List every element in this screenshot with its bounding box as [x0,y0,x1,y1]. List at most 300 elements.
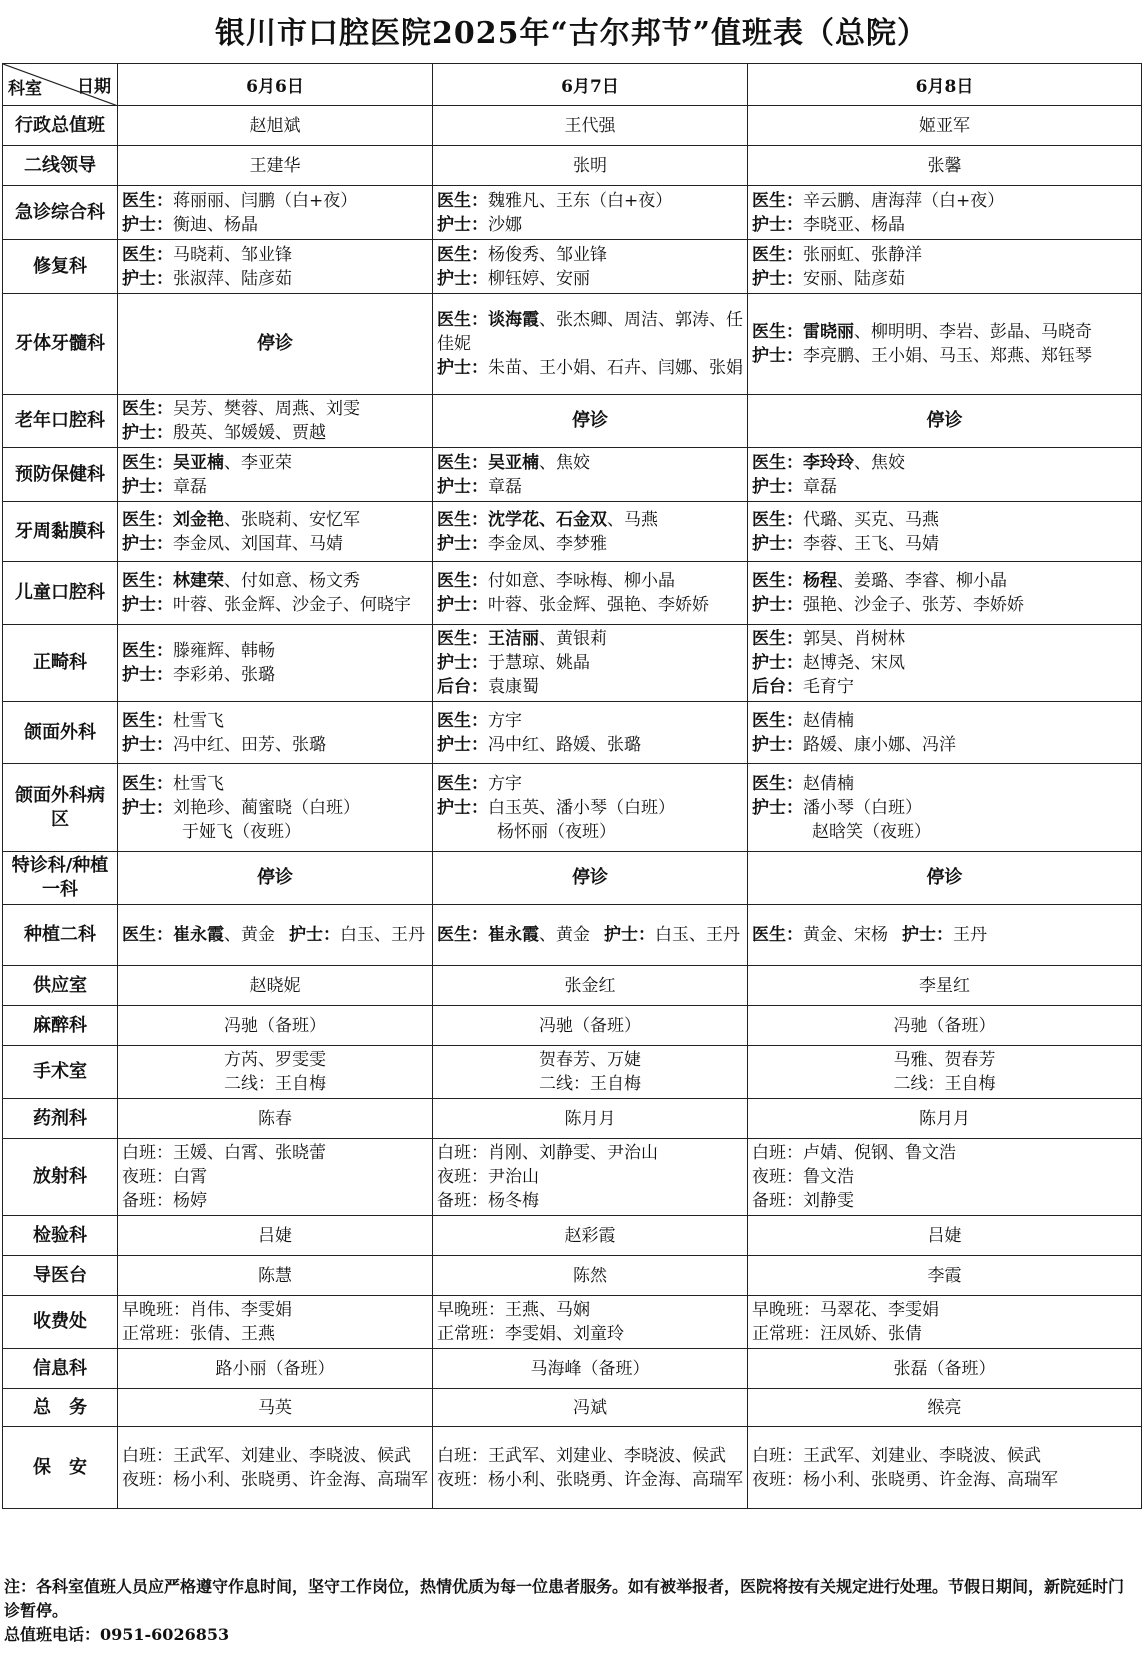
table-row [3,294,1142,395]
table-row [3,448,1142,502]
duty-cell [748,764,1142,852]
duty-cell: 陈月月 [748,1099,1142,1139]
nurse-line [437,267,743,291]
doctor-label: 医生： [122,641,173,661]
doctor-label: 医生： [122,925,173,945]
nurse-line [122,421,428,445]
dept-name: 信息科 [3,1349,118,1389]
nurse-line [437,356,743,380]
table-row [3,562,1142,625]
table-row [3,1099,1142,1139]
doctor-names: 、柳明明、李岩、彭晶、马晓奇 [854,322,1092,342]
cell-line: 备班：杨婷 [122,1191,207,1211]
dept-name: 检验科 [3,1216,118,1256]
nurse-label: 护士： [122,268,173,289]
nurse-line [437,593,743,617]
nurse-line [752,651,1137,675]
nurse-line [437,651,743,675]
nurse-label: 护士： [752,595,803,615]
doctor-line [122,639,428,663]
cell-line: 正常班：张倩、王燕 [122,1324,275,1344]
nurse-label: 护士： [752,214,803,235]
notes [4,1575,1139,1647]
table-row [3,106,1142,146]
cell-line: 夜班：杨小利、张晓勇、许金海、高瑞军 [752,1469,1058,1490]
doctor-label: 医生： [752,452,803,473]
doctor-names: 、付如意、杨文秀 [224,571,360,591]
nurse-line [437,796,743,820]
nurse-line [752,267,1137,291]
cell-line: 夜班：鲁文浩 [752,1167,854,1187]
dept-name: 正畸科 [3,625,118,702]
nurse-label: 护士： [752,346,803,366]
nurse-line [752,796,1137,820]
duty-cell [118,1427,433,1509]
nurse-line [752,593,1137,617]
nurse-line [437,213,743,237]
nurse-names: 沙娜 [488,214,522,235]
dept-name: 牙周黏膜科 [3,502,118,562]
nurse-label: 护士： [752,476,803,497]
duty-cell: 冯驰（备班） [748,1006,1142,1046]
cell-line: 夜班：尹治山 [437,1167,539,1187]
date-header: 6月6日 [118,64,433,106]
nurse-label: 护士： [437,653,488,673]
doctor-label: 医生： [437,310,488,330]
doctor-label: 医生： [122,190,173,211]
cell-line: 正常班：汪凤娇、张倩 [752,1324,922,1344]
hotline-text: 总值班电话：0951-6026853 [4,1625,230,1644]
stop-cell: 停诊 [748,852,1142,905]
duty-cell [433,1139,748,1216]
nurse-names: 殷英、邹媛媛、贾越 [173,423,326,443]
table-row [3,1349,1142,1389]
duty-cell [118,702,433,764]
duty-cell [748,562,1142,625]
nurse-names: 朱苗、王小娟、石卉、闫娜、张娟 [488,358,743,378]
duty-cell [433,294,748,395]
nurse-label: 护士： [437,595,488,615]
nurse-label: 护士： [289,925,340,945]
duty-cell: 赵旭斌 [118,106,433,146]
doctor-names: 、李亚荣 [224,452,292,473]
duty-cell [433,905,748,966]
nurse-names: 章磊 [173,476,207,497]
dept-name: 预防保健科 [3,448,118,502]
duty-cell [118,1046,433,1099]
backstage-names: 袁康蜀 [488,677,539,697]
dept-label: 科室 [8,79,42,99]
lead-doctor: 王洁丽 [488,629,539,649]
doctor-names: 滕雍辉、韩畅 [173,641,275,661]
duty-cell [118,1296,433,1349]
dept-name: 药剂科 [3,1099,118,1139]
doctor-names: 、马燕 [607,509,658,530]
duty-cell [433,1427,748,1509]
duty-cell: 冯斌 [433,1389,748,1427]
stop-cell: 停诊 [433,852,748,905]
duty-cell [118,562,433,625]
duty-cell: 吕婕 [118,1216,433,1256]
date-label: 日期 [77,77,111,97]
nurse-names: 柳钰婷、安丽 [488,268,590,289]
lead-doctor: 崔永霞 [173,925,224,945]
duty-cell: 王代强 [433,106,748,146]
nurse-line [752,733,1137,757]
duty-cell: 赵彩霞 [433,1216,748,1256]
cell-line: 白班：王媛、白霄、张晓蕾 [122,1143,326,1163]
lead-doctor: 吴亚楠 [488,452,539,473]
doctor-line [752,709,1137,733]
doctor-line [752,243,1137,267]
table-row [3,240,1142,294]
dept-name: 供应室 [3,966,118,1006]
dept-name: 颌面外科 [3,702,118,764]
nurse-names: 李彩弟、张璐 [173,665,275,685]
table-row [3,1216,1142,1256]
doctor-label: 医生： [437,244,488,265]
dept-name: 老年口腔科 [3,395,118,448]
cell-line: 白班：卢婧、倪钢、鲁文浩 [752,1143,956,1163]
dept-name: 种植二科 [3,905,118,966]
doctor-line [437,508,743,532]
nurse-line [752,532,1137,556]
dept-name: 修复科 [3,240,118,294]
duty-cell: 冯驰（备班） [433,1006,748,1046]
doctor-line [122,451,428,475]
duty-cell [433,502,748,562]
nurse-names: 王丹 [953,925,987,945]
doctor-label: 医生： [122,773,173,794]
nurse-line [122,733,428,757]
table-row [3,966,1142,1006]
duty-cell: 陈月月 [433,1099,748,1139]
duty-cell: 张馨 [748,146,1142,186]
lead-doctor: 谈海霞 [488,310,539,330]
dept-name: 二线领导 [3,146,118,186]
doctor-names: 付如意、李咏梅、柳小晶 [488,571,675,591]
nurse-names: 于慧琼、姚晶 [488,653,590,673]
doctor-line [437,772,743,796]
dept-name: 导医台 [3,1256,118,1296]
nurse-label: 护士： [604,925,655,945]
doctor-names: 方宇 [488,773,522,794]
doctor-label: 医生： [437,190,488,211]
doctor-line [437,243,743,267]
duty-cell [433,702,748,764]
nurse-names: 李亮鹏、王小娟、马玉、郑燕、郑钰琴 [803,346,1092,366]
nurse-names: 李金凤、李梦雅 [488,533,607,554]
nurse-names: 刘艳珍、蔺蜜晓（白班） [173,797,360,818]
duty-cell [118,1139,433,1216]
duty-cell [748,294,1142,395]
doctor-line [437,189,743,213]
duty-cell: 张明 [433,146,748,186]
doctor-label: 医生： [437,452,488,473]
dept-name: 牙体牙髓科 [3,294,118,395]
duty-cell: 陈慧 [118,1256,433,1296]
duty-cell: 王建华 [118,146,433,186]
table-row [3,146,1142,186]
doctor-label: 医生： [752,571,803,591]
doctor-names: 魏雅凡、王东（白+夜） [488,190,673,211]
duty-cell: 张金红 [433,966,748,1006]
duty-cell [433,186,748,240]
stop-cell: 停诊 [433,395,748,448]
duty-cell [118,240,433,294]
duty-cell [748,1296,1142,1349]
nurse-label: 护士： [437,268,488,289]
doctor-line [122,569,428,593]
duty-cell [748,905,1142,966]
doctor-names: 、黄金 [539,925,590,945]
nurse-label: 护士： [437,797,488,818]
duty-cell: 姬亚军 [748,106,1142,146]
nurse-label: 护士： [122,214,173,235]
doctor-label: 医生： [437,925,488,945]
nurse-label: 护士： [122,595,173,615]
duty-cell [118,905,433,966]
doctor-label: 医生： [437,773,488,794]
backstage-line [437,675,743,699]
doctor-names: 蒋丽丽、闫鹏（白+夜） [173,190,358,211]
dept-name: 保 安 [3,1427,118,1509]
doctor-line [122,923,428,947]
duty-cell [118,764,433,852]
doctor-line [752,451,1137,475]
doctor-label: 医生： [752,322,803,342]
lead-doctor: 李玲玲 [803,452,854,473]
cell-line: 白班：王武军、刘建业、李晓波、候武 [122,1445,411,1466]
nurse-names: 白玉英、潘小琴（白班） [488,797,675,818]
doctor-label: 医生： [122,244,173,265]
nurse-names: 李晓亚、杨晶 [803,214,905,235]
duty-cell [433,1296,748,1349]
nurse-label: 护士： [752,797,803,818]
cell-line: 早晚班：肖伟、李雯娟 [122,1300,292,1320]
doctor-names: 郭昊、肖树林 [803,629,905,649]
header-corner-cell [3,64,118,106]
doctor-label: 医生： [752,509,803,530]
duty-cell: 李星红 [748,966,1142,1006]
nurse-label: 护士： [437,533,488,554]
doctor-label: 医生： [437,571,488,591]
duty-cell [748,448,1142,502]
nurse-label: 护士： [902,925,953,945]
nurse-names: 章磊 [803,476,837,497]
nurse-label: 护士： [752,268,803,289]
doctor-names: 马晓莉、邹业锋 [173,244,292,265]
dept-name: 儿童口腔科 [3,562,118,625]
duty-cell [118,448,433,502]
duty-cell [748,502,1142,562]
duty-cell: 赵晓妮 [118,966,433,1006]
dept-name: 行政总值班 [3,106,118,146]
lead-doctor: 崔永霞 [488,925,539,945]
doctor-names: 、黄银莉 [539,629,607,649]
duty-cell: 李霞 [748,1256,1142,1296]
stop-cell: 停诊 [118,294,433,395]
nurse-names: 冯中红、田芳、张璐 [173,734,326,755]
nurse-label: 护士： [122,665,173,685]
nurse-label: 护士： [752,653,803,673]
nurse-line [122,593,428,617]
doctor-names: 代璐、买克、马燕 [803,509,939,530]
cell-line: 备班：刘静雯 [752,1191,854,1211]
table-row [3,852,1142,905]
nurse-names: 张淑萍、陆彦茹 [173,268,292,289]
doctor-line [752,569,1137,593]
duty-table [2,63,1142,1509]
lead-doctor: 林建荣 [173,571,224,591]
doctor-line [437,569,743,593]
nurse-label: 护士： [437,358,488,378]
cell-line: 正常班：李雯娟、刘童玲 [437,1324,624,1344]
doctor-names: 杨俊秀、邹业锋 [488,244,607,265]
nurse-names: 李蓉、王飞、马婧 [803,533,939,554]
duty-cell: 吕婕 [748,1216,1142,1256]
cell-line: 夜班：白霄 [122,1167,207,1187]
nurse-line [437,733,743,757]
doctor-line [752,627,1137,651]
lead-doctor: 沈学花、石金双 [488,509,607,530]
duty-cell [748,186,1142,240]
doctor-line [752,508,1137,532]
doctor-names: 、焦姣 [539,452,590,473]
table-row [3,905,1142,966]
doctor-line [122,772,428,796]
table-row [3,702,1142,764]
page-title: 银川市口腔医院2025年“古尔邦节”值班表（总院） [214,16,928,51]
cell-line: 方芮、罗雯雯 [224,1050,326,1070]
doctor-label: 医生： [437,509,488,530]
nurse-line: 杨怀丽（夜班） [497,821,616,842]
nurse-line [437,475,743,499]
dept-name: 颌面外科病区 [3,764,118,852]
doctor-label: 医生： [437,629,488,649]
date-header: 6月7日 [433,64,748,106]
duty-cell: 路小丽（备班） [118,1349,433,1389]
duty-cell [748,240,1142,294]
header-row [3,64,1142,106]
cell-line: 白班：王武军、刘建业、李晓波、候武 [437,1445,726,1466]
nurse-line [122,532,428,556]
doctor-line [437,709,743,733]
doctor-line [122,243,428,267]
nurse-line [752,344,1137,368]
table-row [3,502,1142,562]
duty-cell [433,764,748,852]
nurse-names: 章磊 [488,476,522,497]
doctor-names: 方宇 [488,710,522,731]
nurse-label: 护士： [437,214,488,235]
doctor-line [122,397,428,421]
duty-cell [433,625,748,702]
duty-cell [118,395,433,448]
table-row [3,1006,1142,1046]
nurse-line [122,663,428,687]
doctor-names: 杜雪飞 [173,773,224,794]
table-row [3,186,1142,240]
backstage-line [752,675,1137,699]
table-row [3,1296,1142,1349]
duty-cell: 缑亮 [748,1389,1142,1427]
nurse-label: 护士： [752,533,803,554]
backstage-label: 后台： [437,677,488,697]
cell-line: 马雅、贺春芳 [893,1050,996,1070]
doctor-names: 赵倩楠 [803,710,854,731]
doctor-names: 辛云鹏、唐海萍（白+夜） [803,190,1005,211]
nurse-label: 护士： [122,734,173,755]
nurse-names: 衡迪、杨晶 [173,214,258,235]
nurse-names: 叶蓉、张金辉、强艳、李娇娇 [488,595,709,615]
table-row [3,1046,1142,1099]
duty-cell: 张磊（备班） [748,1349,1142,1389]
cell-line: 早晚班：马翠花、李雯娟 [752,1300,939,1320]
notice-text: 注：各科室值班人员应严格遵守作息时间，坚守工作岗位，热情优质为每一位患者服务。如有被举报者，医院将按有关规定进行处理。节假日期间，新院延时门诊暂停。 [4,1577,1125,1620]
duty-cell [748,702,1142,764]
dept-name: 急诊综合科 [3,186,118,240]
table-row [3,1389,1142,1427]
lead-doctor: 吴亚楠 [173,452,224,473]
nurse-label: 护士： [122,476,173,497]
doctor-line [122,508,428,532]
duty-cell [433,240,748,294]
doctor-names: 张丽虹、张静洋 [803,244,922,265]
duty-cell [118,502,433,562]
doctor-line [122,709,428,733]
nurse-names: 路媛、康小娜、冯洋 [803,734,956,755]
dept-name: 麻醉科 [3,1006,118,1046]
table-row [3,1139,1142,1216]
doctor-line [437,308,743,356]
duty-cell [118,625,433,702]
nurse-names: 冯中红、路媛、张璐 [488,734,641,755]
table-row [3,1427,1142,1509]
doctor-names: 杜雪飞 [173,710,224,731]
lead-doctor: 雷晓丽 [803,322,854,342]
stop-cell: 停诊 [748,395,1142,448]
nurse-label: 护士： [437,476,488,497]
dept-name: 收费处 [3,1296,118,1349]
cell-line: 白班：王武军、刘建业、李晓波、候武 [752,1445,1041,1466]
nurse-names: 安丽、陆彦茹 [803,268,905,289]
nurse-line [122,267,428,291]
doctor-line [437,923,743,947]
nurse-line [752,213,1137,237]
nurse-line [437,532,743,556]
cell-line: 早晚班：王燕、马娴 [437,1300,590,1320]
doctor-label: 医生： [752,710,803,731]
doctor-label: 医生： [122,571,173,591]
duty-cell [748,1046,1142,1099]
duty-cell [748,1427,1142,1509]
nurse-line [122,213,428,237]
doctor-label: 医生： [122,452,173,473]
nurse-label: 护士： [122,797,173,818]
duty-cell [748,625,1142,702]
nurse-names: 叶蓉、张金辉、沙金子、何晓宇 [173,595,411,615]
duty-cell: 冯驰（备班） [118,1006,433,1046]
cell-line: 二线：王自梅 [224,1074,326,1094]
cell-line: 贺春芳、万婕 [539,1050,641,1070]
nurse-names: 潘小琴（白班） [803,797,922,818]
nurse-label: 护士： [122,423,173,443]
doctor-names: 、张晓莉、安忆军 [224,509,360,530]
date-header: 6月8日 [748,64,1142,106]
duty-cell [118,186,433,240]
doctor-line [437,451,743,475]
